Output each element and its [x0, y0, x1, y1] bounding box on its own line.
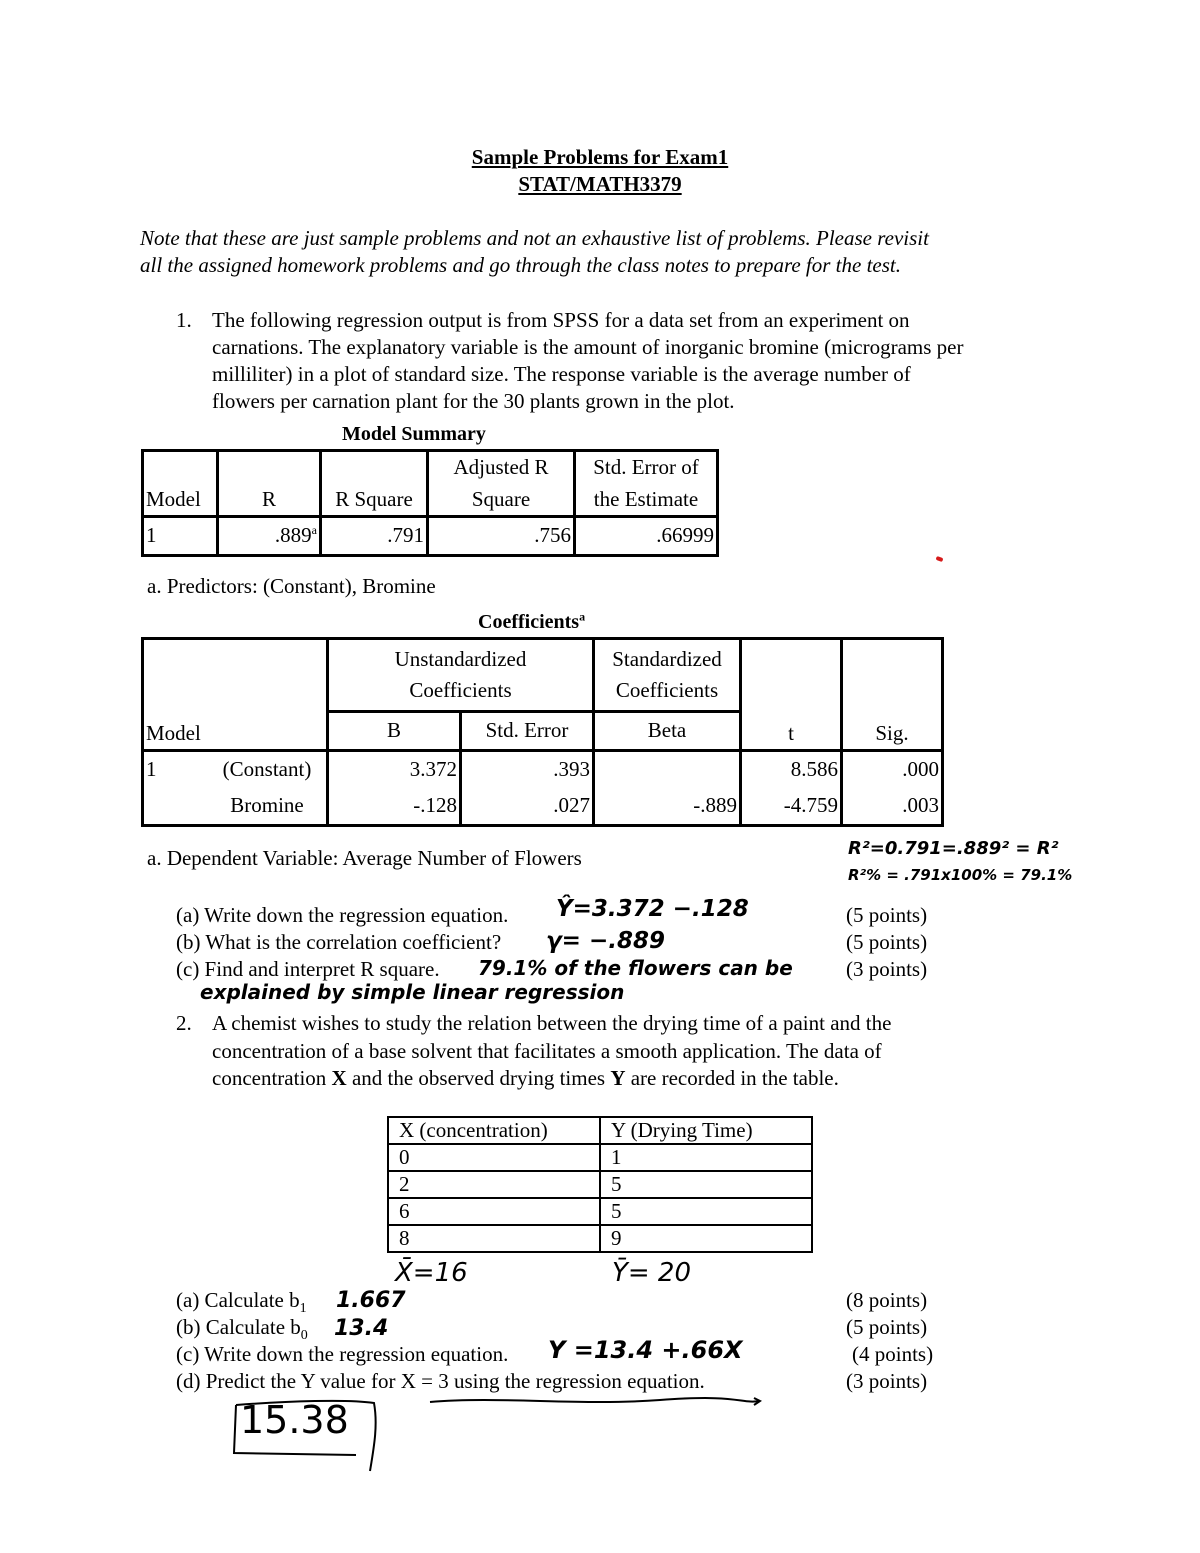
table-row — [388, 1198, 812, 1225]
table-cell: .393 — [461, 751, 594, 789]
table-row — [143, 517, 718, 556]
table-cell: 1 — [600, 1144, 812, 1171]
question-1c: (c) Find and interpret R square. — [176, 957, 440, 981]
points-2a: (8 points) — [846, 1288, 928, 1312]
table-cell: -4.759 — [741, 788, 842, 826]
header-cell: Sig. — [842, 639, 943, 751]
header-cell: Beta — [594, 712, 741, 751]
header-cell: Square — [471, 486, 531, 511]
header-cell: R Square — [335, 486, 413, 511]
table-cell: .000 — [842, 751, 943, 789]
table-cell: 1 — [143, 517, 218, 556]
handwritten-rsq-note-2: R²% = .791x100% = 79.1% — [848, 866, 1073, 884]
table-cell: 3.372 — [328, 751, 461, 789]
question-2b: (b) Calculate $b_0$ — [176, 1315, 308, 1344]
note-line-2: all the assigned homework problems and go through the class notes to prepare for the test. — [140, 253, 901, 277]
table-header-row — [388, 1117, 812, 1144]
table-cell: .003 — [842, 788, 943, 826]
header-cell: Model — [146, 486, 201, 511]
table-cell: .66999 — [575, 517, 718, 556]
table-cell: 5 — [600, 1171, 812, 1198]
table-row — [143, 788, 943, 826]
table-cell: .027 — [461, 788, 594, 826]
header-cell: B — [328, 712, 461, 751]
model-summary-footnote: a. Predictors: (Constant), Bromine — [147, 574, 436, 598]
handwritten-underline — [420, 1392, 770, 1412]
handwritten-answer-1b: γ= −.889 — [546, 928, 665, 954]
table-cell — [143, 788, 209, 826]
problem-1-number: 1. — [176, 308, 192, 332]
question-1b: (b) What is the correlation coefficient? — [176, 930, 502, 954]
table-row — [388, 1171, 812, 1198]
table-header-row — [143, 451, 718, 517]
handwritten-sum-x: X̄=16 — [395, 1258, 468, 1288]
table-cell: 8 — [388, 1225, 600, 1252]
question-2d: (d) Predict the Y value for X = 3 using the regression equation. — [176, 1369, 705, 1393]
table-cell: -.128 — [328, 788, 461, 826]
model-summary-table — [141, 449, 719, 557]
handwritten-answer-2b: 13.4 — [334, 1316, 389, 1341]
model-summary-caption: Model Summary — [342, 423, 486, 445]
points-2b: (5 points) — [846, 1315, 928, 1339]
table-cell: Bromine — [208, 788, 328, 826]
question-1a: (a) Write down the regression equation. — [176, 903, 509, 927]
header-cell: Std. Error of — [593, 455, 699, 479]
problem-1-line-4: flowers per carnation plant for the 30 plants grown in the plot. — [212, 389, 735, 413]
question-2c: (c) Write down the regression equation. — [176, 1342, 509, 1366]
header-cell: R — [261, 486, 276, 511]
points-1c: (3 points) — [846, 957, 928, 981]
note-line-1: Note that these are just sample problems and not an exhaustive list of problems. Please revisit — [140, 226, 929, 250]
header-group-unstandardized: Unstandardized Coefficients — [328, 639, 594, 712]
header-cell: the Estimate — [593, 486, 699, 511]
table-cell: 5 — [600, 1198, 812, 1225]
drying-time-table — [387, 1116, 813, 1253]
table-cell: 2 — [388, 1171, 600, 1198]
coefficients-table — [141, 637, 944, 827]
header-cell: Adjusted R — [453, 455, 549, 479]
header-cell: Y (Drying Time) — [600, 1117, 812, 1144]
question-2a: (a) Calculate $b_1$ — [176, 1288, 307, 1317]
handwritten-answer-2d: 15.38 — [240, 1398, 349, 1442]
handwritten-answer-1c-line-1: 79.1% of the flowers can be — [478, 956, 793, 980]
problem-2-number: 2. — [176, 1011, 192, 1035]
red-mark — [936, 556, 944, 562]
header-cell — [221, 456, 317, 484]
header-cell: X (concentration) — [388, 1117, 600, 1144]
handwritten-answer-1c-line-2: explained by simple linear regression — [200, 980, 625, 1004]
problem-1-line-1: The following regression output is from SPSS for a data set from an experiment on — [212, 308, 910, 332]
table-cell: .791 — [321, 517, 428, 556]
points-2c: (4 points) — [852, 1342, 934, 1366]
coefficients-caption: Coefficients$^a$ — [478, 609, 586, 633]
table-header-row — [143, 639, 943, 712]
header-cell: Model — [143, 639, 328, 751]
handwritten-answer-1a: Ŷ=3.372 −.128 — [556, 896, 749, 922]
table-cell: -.889 — [594, 788, 741, 826]
header-cell: Std. Error — [461, 712, 594, 751]
header-cell — [146, 456, 214, 484]
header-group-standardized: Standardized Coefficients — [594, 639, 741, 712]
table-cell: 6 — [388, 1198, 600, 1225]
problem-2-line-2: concentration of a base solvent that facilitates a smooth application. The data of — [212, 1039, 882, 1063]
table-cell: (Constant) — [208, 751, 328, 789]
header-cell: t — [741, 639, 842, 751]
points-1b: (5 points) — [846, 930, 928, 954]
coefficients-footnote: a. Dependent Variable: Average Number of Flowers — [147, 846, 582, 870]
course-code: STAT/MATH3379 — [518, 172, 682, 196]
handwritten-sum-y: Ȳ= 20 — [612, 1258, 692, 1288]
table-cell — [594, 751, 741, 789]
header-cell — [324, 456, 424, 484]
table-row — [143, 751, 943, 789]
table-cell: 1 — [143, 751, 209, 789]
problem-1-line-2: carnations. The explanatory variable is the amount of inorganic bromine (micrograms per — [212, 335, 964, 359]
handwritten-answer-2a: 1.667 — [336, 1288, 406, 1313]
problem-2-line-3: concentration X and the observed drying times Y are recorded in the table. — [212, 1066, 839, 1090]
page-title: Sample Problems for Exam1 — [471, 145, 729, 169]
table-cell: .756 — [428, 517, 575, 556]
table-cell: 8.586 — [741, 751, 842, 789]
problem-1-line-3: milliliter) in a plot of standard size. The response variable is the average number of — [212, 362, 911, 386]
points-2d: (3 points) — [846, 1369, 928, 1393]
table-cell: .889$^a$ — [218, 517, 321, 556]
table-row — [388, 1225, 812, 1252]
handwritten-answer-2c: Y =13.4 +.66X — [548, 1336, 743, 1364]
table-row — [388, 1144, 812, 1171]
table-cell: 0 — [388, 1144, 600, 1171]
table-cell: 9 — [600, 1225, 812, 1252]
handwritten-rsq-note-1: R²=0.791=.889² = R² — [848, 838, 1059, 859]
points-1a: (5 points) — [846, 903, 928, 927]
problem-2-line-1: A chemist wishes to study the relation between the drying time of a paint and the — [212, 1011, 892, 1035]
